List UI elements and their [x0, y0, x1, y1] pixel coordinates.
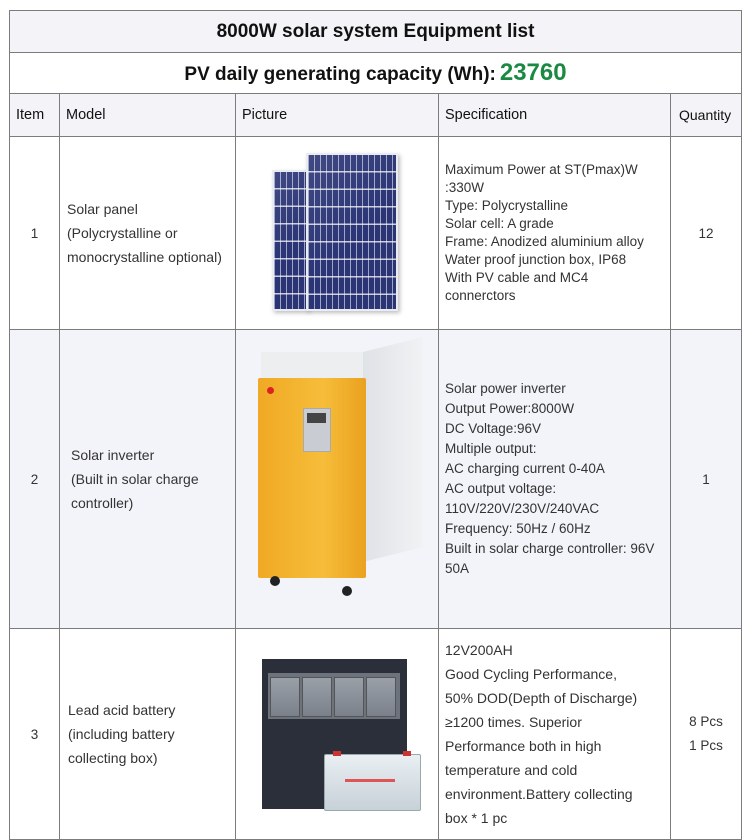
spec-line: Type: Polycrystalline [445, 198, 569, 213]
spec-line: box * 1 pc [445, 810, 508, 826]
model-line: (Polycrystalline or [67, 225, 178, 241]
spec-line: Frame: Anodized aluminium alloy [445, 234, 644, 249]
spec-line: ≥1200 times. Superior [445, 714, 582, 730]
equipment-list-sheet [9, 10, 741, 840]
spec-line: AC charging current 0-40A [445, 461, 605, 476]
picture-cell [236, 330, 439, 629]
solar-panel-front-icon [306, 153, 398, 311]
item-number: 3 [10, 629, 60, 840]
spec-line: Maximum Power at ST(Pmax)W [445, 162, 638, 177]
item-number: 2 [10, 330, 60, 629]
spec-line: :330W [445, 180, 485, 195]
capacity-value: 23760 [499, 59, 567, 86]
model-cell [60, 629, 236, 840]
specification-cell [439, 330, 671, 629]
solar-inverter-image [236, 330, 438, 628]
spec-line: 12V200AH [445, 642, 513, 658]
model-line: Solar inverter [71, 447, 155, 463]
column-header-item: Item [10, 94, 60, 137]
header-row [10, 94, 742, 137]
spec-line: DC Voltage:96V [445, 421, 542, 436]
quantity-value: 8 Pcs [689, 714, 723, 729]
spec-line: 110V/220V/230V/240VAC [445, 501, 600, 516]
model-line: Solar panel [67, 201, 138, 217]
table-title: 8000W solar system Equipment list [10, 11, 742, 53]
title-row [10, 11, 742, 53]
spec-line: Performance both in high [445, 738, 602, 754]
caster-wheel-icon [342, 586, 352, 596]
specification-cell [439, 629, 671, 840]
solar-panel-back-icon [272, 170, 308, 311]
brand-logo-icon [267, 387, 274, 394]
spec-line: 50% DOD(Depth of Discharge) [445, 690, 638, 706]
model-line: (including battery [68, 726, 175, 742]
lcd-display-icon [303, 408, 331, 452]
model-line: monocrystalline optional) [67, 249, 222, 265]
equipment-table [9, 10, 742, 840]
spec-line: Frequency: 50Hz / 60Hz [445, 521, 591, 536]
spec-line: 50A [445, 561, 470, 576]
column-header-specification: Specification [439, 94, 671, 137]
spec-line: With PV cable and MC4 [445, 270, 589, 285]
column-header-model: Model [60, 94, 236, 137]
model-cell [60, 330, 236, 629]
specification-cell [439, 137, 671, 330]
spec-line: Solar cell: A grade [445, 216, 554, 231]
inverter-front-panel-icon [258, 378, 366, 578]
column-header-quantity: Quantity [671, 94, 742, 137]
quantity-value: 1 [702, 471, 710, 487]
quantity-cell [671, 330, 742, 629]
battery-icon [324, 754, 421, 811]
spec-line: Multiple output: [445, 441, 537, 456]
model-line: (Built in solar charge [71, 471, 199, 487]
spec-line: Water proof junction box, IP68 [445, 252, 627, 267]
picture-cell [236, 137, 439, 330]
spec-line: Solar power inverter [445, 381, 566, 396]
solar-panel-image [236, 137, 438, 329]
table-row [10, 137, 742, 330]
item-number: 1 [10, 137, 60, 330]
model-cell [60, 137, 236, 330]
model-line: collecting box) [68, 750, 158, 766]
capacity-row [10, 53, 742, 94]
quantity-value: 1 Pcs [689, 738, 723, 753]
quantity-cell [671, 629, 742, 840]
model-line: controller) [71, 495, 134, 511]
spec-line: Good Cycling Performance, [445, 666, 617, 682]
spec-line: Output Power:8000W [445, 401, 575, 416]
table-row [10, 330, 742, 629]
lead-acid-battery-image [236, 629, 438, 839]
spec-line: environment.Battery collecting [445, 786, 633, 802]
inverter-side-panel-icon [363, 337, 423, 562]
picture-cell [236, 629, 439, 840]
quantity-value: 12 [698, 225, 714, 241]
spec-line: temperature and cold [445, 762, 578, 778]
model-line: Lead acid battery [68, 702, 176, 718]
spec-line: connerctors [445, 288, 516, 303]
caster-wheel-icon [270, 576, 280, 586]
capacity-cell [10, 53, 742, 94]
spec-line: Built in solar charge controller: 96V [445, 541, 655, 556]
table-row [10, 629, 742, 840]
quantity-cell [671, 137, 742, 330]
capacity-label: PV daily generating capacity (Wh): [184, 64, 496, 85]
spec-line: AC output voltage: [445, 481, 557, 496]
column-header-picture: Picture [236, 94, 439, 137]
